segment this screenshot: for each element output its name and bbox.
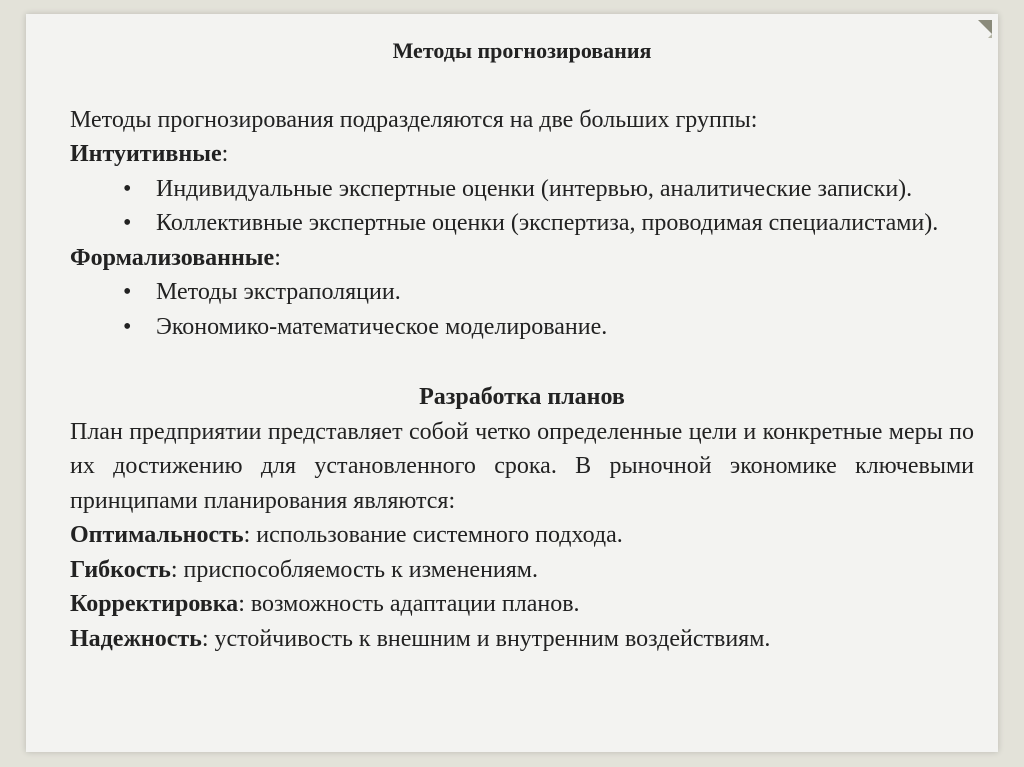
group-name: Формализованные [70,244,275,271]
slide-title: Методы прогнозирования [392,38,652,63]
principle-line [70,553,974,588]
principle-desc: : устойчивость к внешним и внутренним воздействиям. [201,625,771,652]
group-heading [70,137,974,172]
principle-line [70,587,974,622]
list-item [70,275,974,310]
bullet-icon: • [123,210,132,236]
group-list [70,172,974,241]
slide [26,14,998,752]
principle-desc: : приспособляемость к изменениям. [170,556,538,583]
list-item [70,206,974,241]
group-colon: : [221,141,229,167]
list-item [70,172,974,207]
principle-term: Оптимальность [70,522,244,548]
principle-desc: : возможность адаптации планов. [238,591,580,617]
bullet-icon: • [123,313,132,340]
list-item-text: Экономико-математическое моделирование. [156,313,608,340]
intro-text: Методы прогнозирования подразделяются на две больших группы: [70,106,758,133]
principle-term: Надежность [70,625,202,652]
list-item-text: Индивидуальные экспертные оценки (интервью, аналитические записки). [156,175,913,202]
section-paragraph: План предприятии представляет собой четко определенные цели и конкретные меры по их достижению для установленного срока. В рыночной экономике ключевыми принципами планирования являются: [70,418,974,514]
principle-line [70,518,974,553]
group-list [70,275,974,344]
bullet-icon: • [123,279,132,305]
principle-term: Корректировка [70,591,239,617]
group-colon: : [274,244,281,271]
group-heading [70,241,974,276]
bullet-icon: • [123,175,132,202]
list-item-text: Методы экстраполяции. [156,279,401,305]
group-name: Интуитивные [70,141,222,167]
principle-line [70,622,974,657]
slide-content [70,34,974,656]
principle-term: Гибкость [70,556,171,583]
list-item [70,310,974,345]
list-item-text: Коллективные экспертные оценки (экспертиза, проводимая специалистами). [156,210,939,236]
principle-desc: : использование системного подхода. [243,522,623,548]
corner-arrow-icon [976,20,992,38]
section-title: Разработка планов [419,384,625,410]
